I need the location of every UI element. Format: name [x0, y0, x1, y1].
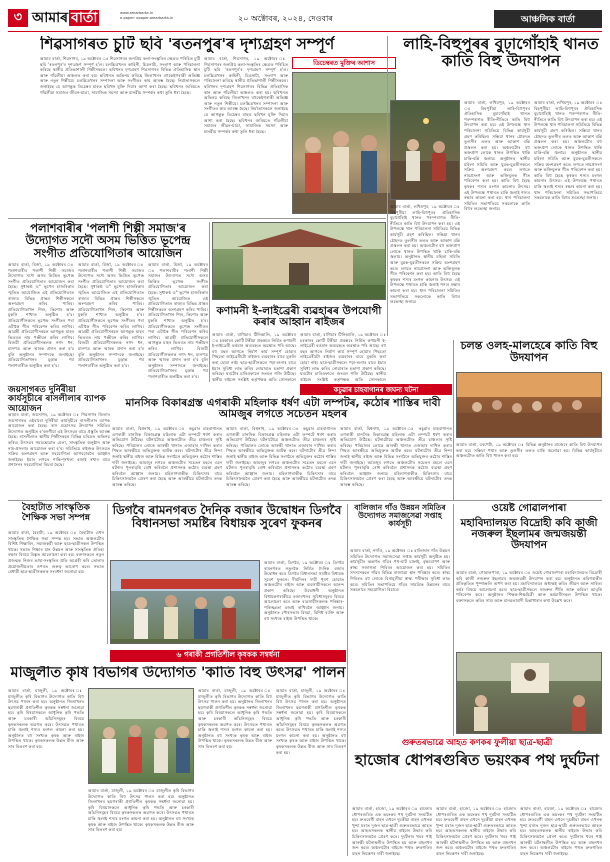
accident-kicker: গুৰুতৰভাৱে আহত কণকৰ ফুলীয়া ছাত্ৰ-ছাত্ৰী: [401, 737, 553, 747]
section-tag-text: আঞ্চলিক বাৰ্তা: [520, 14, 576, 25]
sivasagar-subhead-text: ডিচেম্বৰত মুক্তিৰ আশাস: [313, 59, 375, 67]
library-photo: [212, 222, 386, 300]
accident-headline: হাজোৰ ধোপৰগুৰিত ভয়ংকৰ পথ দুৰ্ঘটনা: [354, 751, 600, 769]
jayasagar-headline: জয়সাগৰত দুৰ্নিৰীয়া কাৰ্যসূচীৰে ৰাসলীলাৰ ব্যাপক আয়োজন: [8, 385, 106, 414]
rule-top: [8, 218, 386, 219]
chenga-photo: [456, 372, 602, 438]
sivasagar-body: আমাৰ বাৰ্তা, শিৱসাগৰ, ১৯ অক্টোবৰ ঃ শিৱসাগৰৰ জনপ্ৰিয় কলা-সংস্কৃতিৰ ক্ষেত্ৰত পৰিচিত চুটি ছবি 'ৰতনপুৰ'ৰ দৃশ্যগ্ৰহণ সম্পূৰ্ণ হ'ল। চলচ্চিত্ৰখনৰ কাহিনী, চিত্ৰনাট্য, সংলাপ আৰু পৰিচালনা কৰিছে স্থানীয় প্ৰতিভাশালী শিল্পীসকলে। ছবিখনৰ দৃশ্যগ্ৰহণ শিৱসাগৰৰ বিভিন্ন ঐতিহাসিক স্থান আৰু গাঁৱলীয়া অঞ্চলত কৰা হয়। ছবিখনত অভিনয় কৰিছে জিলাখনৰ বহুকেইগৰাকী অভিজ্ঞ আৰু নতুন শিল্পীয়ে। চলচ্চিত্ৰখনৰ সম্পাদনা আৰু সংগীতৰ কাম আৰম্ভ হৈছে। নিৰ্মাতাসকলে জনাইছে যে আগন্তুক ডিচেম্বৰ মাহত ছবিখন মুক্তি দিয়াৰ আশা কৰা হৈছে। ছবিখনৰ জৰিয়তে গাঁৱলীয়া সমাজৰ জীৱন-যাত্ৰা, সামাজিক সমস্যা আৰু মানৱীয় সম্পৰ্কৰ কথা তুলি ধৰা হৈছে।: [40, 56, 200, 95]
rule-v2: [387, 36, 388, 336]
chenga-body: আমাৰ বাৰ্তা, বৰপেটা, ১৯ অক্টোবৰ ঃ বিভিন্ন অনুষ্ঠানৰ মাজেৰে কাতি বিহু উদযাপন কৰা হয়। সন্ধিয়া পথাৰ আৰু তুলসীৰ তলত চাকি জ্বলোৱা হয়। বিভিন্ন কাৰ্যসূচীৰে অঞ্চলটোত কাতি বিহু পালন কৰা হয়।: [456, 442, 602, 459]
bihpuria-photo-art: [391, 101, 460, 200]
assault-band: [300, 384, 452, 395]
bihpuria-body-col2: আমাৰ বাৰ্তা, লখিমপুৰ, ১৯ অক্টোবৰ ঃ বিহপুৰীয়া লাহি-বিহুপুৰৰ ঐতিহাসিক বুঢ়াগোঁহাই থানত পৰম্পৰাগত ৰীতি-নীতিৰে কাতি বিহু উদযাপন কৰা হয়। এই উপলক্ষে থান পৰিচালনা সমিতিয়ে বিভিন্ন কাৰ্যসূচী গ্ৰহণ কৰিছিল। সন্ধিয়া থানৰ চৌহদত তুলসীৰ তলত আৰু আকাশ বন্তি প্ৰজ্বলন কৰা হয়। অঞ্চলটোৰ বহু ভক্তপ্ৰাণ লোকে থানত উপস্থিত থাকি চাকি-বন্তি জ্বলায়। অনুষ্ঠানত স্থানীয় মহিলা সমিতি আৰু যুৱক-যুৱতীসকলে সক্ৰিয় অংশগ্ৰহণ কৰে। লগতে নামপ্ৰসংগ আৰু ভক্তিমূলক গীত পৰিবেশন কৰা হয়। কাতি বিহু হৈছে কৃষকৰ শস্যৰ মংগল কামনাৰ উৎসৱ। এই উপলক্ষে পথাৰত চাকি জ্বলাই শস্যৰ ৰক্ষাৰ কামনা কৰা হয়। থান পৰিচালনা সমিতিৰ সভাপতিয়ে সকলোকে কাতি বিহুৰ শুভেচ্ছা জনায়।: [534, 100, 602, 201]
page-number-text: ৩: [13, 9, 23, 25]
issue-date: ২০ অক্টোবৰ, ২০২৪, দেওবাৰ: [238, 14, 333, 23]
web-line-2: e-paper: epaper.amarbarta.in: [120, 16, 174, 20]
digboi-photo: [110, 560, 260, 644]
page-number: [8, 9, 28, 27]
web-line-1: www.amarbarta.in: [120, 11, 154, 15]
bihpuria-photo: [390, 100, 460, 200]
masthead: [8, 6, 602, 32]
digboi-photo-art: [111, 561, 260, 644]
library-body: আমাৰ বাৰ্তা, বাগিচাৰ টিনিআলি, ১৯ অক্টোবৰ ঃ চৰকাৰৰ কোটি টকীয়া প্ৰকল্পৰে নিৰ্মিত কণামনী ই-লাইব্ৰেৰী বৰ্তমান অব্যৱহৃত অৱস্থাত পৰি আছে। বহু বছৰ আগতে নিৰ্মাণ কাৰ্য সম্পূৰ্ণ হোৱাৰ পিছতো লাইব্ৰেৰীটো ৰাইজৰ ব্যৱহাৰৰ বাবে মুকলি কৰা হোৱা নাই। ছাত্ৰ-ছাত্ৰীসকলে পঢ়া-শুনাৰ বাবে ইয়াৰ সুবিধা লাভ কৰিব নোৱাৰাত হতাশা প্ৰকাশ কৰিছে। ঘৰটোৰ চাৰিওফালে জংঘল গজি উঠিছে। স্থানীয় ৰাইজে সংশ্লিষ্ট কৰ্তৃপক্ষক অতি সোনকালে: [212, 332, 296, 382]
bihpuria-headline: লাহি-বিহুপুৰৰ বুঢ়াগোঁহাই থানত কাতি বিহু উদযাপন: [403, 35, 599, 70]
majuli-photo-art: [89, 689, 194, 784]
majuli-body-col4: আমাৰ বাৰ্তা, মাজুলী, ১৯ অক্টোবৰ ঃ মাজুলীত কৃষি বিভাগৰ উদ্যোগত কাতি বিহু উৎসৱ পালন কৰা হয়। অনুষ্ঠানত জিলাখনৰ ছয়গৰাকী প্ৰগতিশীল কৃষকক সম্বৰ্ধনা জনোৱা হয়। কৃষি বিষয়াসকলে আধুনিক কৃষি পদ্ধতি আৰু চৰকাৰী আঁচনিসমূহৰ বিষয়ে কৃষকসকলক অৱগত কৰে। উৎসৱত পথাৰত চাকি জ্বলাই শস্যৰ মংগল কামনা কৰা হয়। অনুষ্ঠানত বহু সংখ্যক কৃষক আৰু ৰাইজ উপস্থিত থাকে। কৃষকসকলক উন্নত বীজ আৰু সাৰ বিতৰণ কৰা হয়।: [88, 788, 194, 833]
majuli-body-col3: আমাৰ বাৰ্তা, মাজুলী, ১৯ অক্টোবৰ ঃ মাজুলীত কৃষি বিভাগৰ উদ্যোগত কাতি বিহু উৎসৱ পালন কৰা হয়। অনুষ্ঠানত জিলাখনৰ ছয়গৰাকী প্ৰগতিশীল কৃষকক সম্বৰ্ধনা জনোৱা হয়। কৃষি বিষয়াসকলে আধুনিক কৃষি পদ্ধতি আৰু চৰকাৰী আঁচনিসমূহৰ বিষয়ে কৃষকসকলক অৱগত কৰে। উৎসৱত পথাৰত চাকি জ্বলাই শস্যৰ মংগল কামনা কৰা হয়। অনুষ্ঠানত বহু সংখ্যক কৃষক আৰু ৰাইজ উপস্থিত থাকে। কৃষকসকলক উন্নত বীজ আৰু সাৰ বিতৰণ কৰা হয়।: [276, 688, 346, 755]
nazrul-photo-art: [457, 653, 602, 734]
nazrul-headline: মহাবিদ্যালয়ত বিদ্ৰোহী কবি কাজী নজৰুল ইছলামৰ জন্মজয়ন্তী উদযাপন: [460, 517, 598, 552]
sivasagar-subhead: [292, 57, 396, 69]
majuli-photo: [88, 688, 194, 784]
sivasagar-headline: শিৱসাগৰত চুটি ছবি 'ৰতনপুৰ'ৰ দৃশ্যগ্ৰহণ সম্পূৰ্ণ: [40, 36, 335, 53]
library-body-col2: আমাৰ বাৰ্তা, বাগিচাৰ টিনিআলি, ১৯ অক্টোবৰ ঃ চৰকাৰৰ কোটি টকীয়া প্ৰকল্পৰে নিৰ্মিত কণামনী ই-লাইব্ৰেৰী বৰ্তমান অব্যৱহৃত অৱস্থাত পৰি আছে। বহু বছৰ আগতে নিৰ্মাণ কাৰ্য সম্পূৰ্ণ হোৱাৰ পিছতো লাইব্ৰেৰীটো ৰাইজৰ ব্যৱহাৰৰ বাবে মুকলি কৰা হোৱা নাই। ছাত্ৰ-ছাত্ৰীসকলে পঢ়া-শুনাৰ বাবে ইয়াৰ সুবিধা লাভ কৰিব নোৱাৰাত হতাশা প্ৰকাশ কৰিছে। ঘৰটোৰ চাৰিওফালে জংঘল গজি উঠিছে। স্থানীয় ৰাইজে সংশ্লিষ্ট কৰ্তৃপক্ষক অতি সোনকালে: [300, 332, 386, 382]
sivasagar-body-col2: আমাৰ বাৰ্তা, শিৱসাগৰ, ১৯ অক্টোবৰ ঃ শিৱসাগৰৰ জনপ্ৰিয় কলা-সংস্কৃতিৰ ক্ষেত্ৰত পৰিচিত চুটি ছবি 'ৰতনপুৰ'ৰ দৃশ্যগ্ৰহণ সম্পূৰ্ণ হ'ল। চলচ্চিত্ৰখনৰ কাহিনী, চিত্ৰনাট্য, সংলাপ আৰু পৰিচালনা কৰিছে স্থানীয় প্ৰতিভাশালী শিল্পীসকলে। ছবিখনৰ দৃশ্যগ্ৰহণ শিৱসাগৰৰ বিভিন্ন ঐতিহাসিক স্থান আৰু গাঁৱলীয়া অঞ্চলত কৰা হয়। ছবিখনত অভিনয় কৰিছে জিলাখনৰ বহুকেইগৰাকী অভিজ্ঞ আৰু নতুন শিল্পীয়ে। চলচ্চিত্ৰখনৰ সম্পাদনা আৰু সংগীতৰ কাম আৰম্ভ হৈছে। নিৰ্মাতাসকলে জনাইছে যে আগন্তুক ডিচেম্বৰ মাহত ছবিখন মুক্তি দিয়াৰ আশা কৰা হৈছে। ছবিখনৰ জৰিয়তে গাঁৱলীয়া সমাজৰ জীৱন-যাত্ৰা, সামাজিক সমস্যা আৰু মানৱীয় সম্পৰ্কৰ কথা তুলি ধৰা হৈছে।: [204, 56, 288, 134]
chenga-headline: চলন্ত ওলহ-মালহেৰে কাতি বিহু উদযাপন: [460, 339, 598, 364]
rule-v3: [453, 340, 454, 500]
assault-body-col3: আমাৰ বাৰ্তা, বিশ্বনাথ, ১৯ অক্টোবৰ ঃ কচুৱাৰ চাহবাগানত এগৰাকী মানসিক বিকাৰগ্ৰস্ত মহিলাক এটা লম্পটে ধৰ্ষণ কৰাৰ অভিযোগ উঠিছে। ঘটনাটোৱে অঞ্চলটোত তীব্ৰ চাঞ্চল্যৰ সৃষ্টি কৰিছে। পৰিয়ালৰ লোকে আৰক্ষী থানাত এজাহাৰ দাখিল কৰাৰ পিছত আৰক্ষীয়ে অভিযুক্তক আটক কৰে। ঘটনাটোৰ তীব্ৰ নিন্দা জনাই স্থানীয় ৰাইজ আৰু বিভিন্ন সংগঠনে অভিযুক্তৰ কঠোৰ শাস্তিৰ দাবী জনাইছে। আমজুৰ লগতে অঞ্চলটোৰ সচেতন মহলে এনে ঘটনাৰ পুনৰাবৃত্তি ৰোধ কৰিবলৈ প্ৰশাসনক কঠোৰ ব্যৱস্থা গ্ৰহণ কৰিবলৈ আহ্বান জনায়। মহিলাগৰাকীক চিকিৎসাৰ বাবে চিকিৎসালয়লৈ প্ৰেৰণ কৰা হৈছে আৰু আৰক্ষীয়ে ঘটনাটোৰ তদন্ত আৰম্ভ কৰিছে।: [340, 426, 452, 487]
rule-v1: [209, 222, 210, 382]
baihata-headline: বৈহাটাত সাংস্কৃতিক শৈক্ষিক সভা সম্পন্ন: [21, 503, 91, 523]
accident-body-col3: আমাৰ বাৰ্তা, হাজো, ১৯ অক্টোবৰ ঃ হাজোৰ ধোপৰগুৰিত এক ভয়ংকৰ পথ দুৰ্ঘটনা সংঘটিত হয়। দ্ৰুতবেগী বাহন এখনে দুচকীয়া বাহন এখনক খুন্দা মৰাত দুজন ছাত্ৰ-ছাত্ৰী গুৰুতৰভাৱে আহত হয়। আহতসকলক স্থানীয় ৰাইজে উদ্ধাৰ কৰি চিকিৎসালয়লৈ প্ৰেৰণ কৰে। দুৰ্ঘটনাৰ খবৰ পাই আৰক্ষী ঘটনাস্থলীত উপস্থিত হয় আৰু বাহনখন জব্দ কৰে। অঞ্চলটোৰ ৰাইজে পথত দ্ৰুতগতিৰ বাহন নিয়ন্ত্ৰণৰ দাবী জনাইছে।: [520, 806, 602, 856]
palashbari-body-col3: আমাৰ বাৰ্তা, মিৰ্জা, ১৯ অক্টোবৰ ঃ পলাশবাৰীৰ পলাশী শিল্পী সমাজৰ উদ্যোগত সদৌ অসম ভিত্তিত ভূপেন্দ্ৰ সংগীত প্ৰতিযোগিতাৰ আয়োজন কৰা হৈছে। সুধাকণ্ঠ ড° ভূপেন হাজৰিকাৰ স্মৃতিত আয়োজিত এই প্ৰতিযোগিতাত ৰাজ্যৰ বিভিন্ন প্ৰান্তৰ শিল্পীসকলে অংশগ্ৰহণ কৰিব পাৰিব। প্ৰতিযোগিতাখন শিশু, কিশোৰ আৰু মুকলি শাখাত অনুষ্ঠিত হ'ব। প্ৰতিযোগীসকলে ভূপেন্দ্ৰ সংগীতৰ পৰা এটাকৈ গীত পৰিবেশন কৰিব লাগিব। আগ্ৰহী প্ৰতিযোগীসকলে আগন্তুক মাহৰ ভিতৰত নাম পঞ্জীয়ন কৰিব লাগিব। বিজয়ী প্ৰতিযোগীসকলক নগদ ধন, মানপত্ৰ আৰু স্মাৰক প্ৰদান কৰা হ'ব বুলি অনুষ্ঠানৰ সম্পাদকে জনাইছে। প্ৰতিযোগিতাখনৰ চূড়ান্ত পৰ্ব পলাশবাৰীত অনুষ্ঠিত কৰা হ'ব।: [148, 262, 208, 378]
paper-name-b: বাৰ্তা: [71, 10, 98, 26]
paper-name: [32, 8, 99, 28]
library-photo-art: [213, 223, 386, 300]
accident-body-col2: আমাৰ বাৰ্তা, হাজো, ১৯ অক্টোবৰ ঃ হাজোৰ ধোপৰগুৰিত এক ভয়ংকৰ পথ দুৰ্ঘটনা সংঘটিত হয়। দ্ৰুতবেগী বাহন এখনে দুচকীয়া বাহন এখনক খুন্দা মৰাত দুজন ছাত্ৰ-ছাত্ৰী গুৰুতৰভাৱে আহত হয়। আহতসকলক স্থানীয় ৰাইজে উদ্ধাৰ কৰি চিকিৎসালয়লৈ প্ৰেৰণ কৰে। দুৰ্ঘটনাৰ খবৰ পাই আৰক্ষী ঘটনাস্থলীত উপস্থিত হয় আৰু বাহনখন জব্দ কৰে। অঞ্চলটোৰ ৰাইজে পথত দ্ৰুতগতিৰ বাহন নিয়ন্ত্ৰণৰ দাবী জনাইছে।: [436, 806, 516, 856]
rule-mid: [8, 500, 602, 501]
majuli-body-col2: আমাৰ বাৰ্তা, মাজুলী, ১৯ অক্টোবৰ ঃ মাজুলীত কৃষি বিভাগৰ উদ্যোগত কাতি বিহু উৎসৱ পালন কৰা হয়। অনুষ্ঠানত জিলাখনৰ ছয়গৰাকী প্ৰগতিশীল কৃষকক সম্বৰ্ধনা জনোৱা হয়। কৃষি বিষয়াসকলে আধুনিক কৃষি পদ্ধতি আৰু চৰকাৰী আঁচনিসমূহৰ বিষয়ে কৃষকসকলক অৱগত কৰে। উৎসৱত পথাৰত চাকি জ্বলাই শস্যৰ মংগল কামনা কৰা হয়। অনুষ্ঠানত বহু সংখ্যক কৃষক আৰু ৰাইজ উপস্থিত থাকে। কৃষকসকলক উন্নত বীজ আৰু সাৰ বিতৰণ কৰা হয়।: [198, 688, 272, 749]
digboi-headline: ডিগবৈ ৰামনগৰত দৈনিক বজাৰ উদ্বোধন ডিগবৈ বিধানসভা সমষ্টিৰ বিধায়ক সুৰেণ ফুকনৰ: [112, 503, 342, 530]
assault-headline: মানসিক বিকাৰগ্ৰস্ত এগৰাকী মহিলাক ধৰ্ষণ এটা লম্পটৰ, কঠোৰ শাস্তিৰ দাবী আমজুৰ লগতে সচেতন মহলৰ: [125, 397, 441, 421]
rule-v5: [347, 504, 348, 856]
assault-body: আমাৰ বাৰ্তা, বিশ্বনাথ, ১৯ অক্টোবৰ ঃ কচুৱাৰ চাহবাগানত এগৰাকী মানসিক বিকাৰগ্ৰস্ত মহিলাক এটা লম্পটে ধৰ্ষণ কৰাৰ অভিযোগ উঠিছে। ঘটনাটোৱে অঞ্চলটোত তীব্ৰ চাঞ্চল্যৰ সৃষ্টি কৰিছে। পৰিয়ালৰ লোকে আৰক্ষী থানাত এজাহাৰ দাখিল কৰাৰ পিছত আৰক্ষীয়ে অভিযুক্তক আটক কৰে। ঘটনাটোৰ তীব্ৰ নিন্দা জনাই স্থানীয় ৰাইজ আৰু বিভিন্ন সংগঠনে অভিযুক্তৰ কঠোৰ শাস্তিৰ দাবী জনাইছে। আমজুৰ লগতে অঞ্চলটোৰ সচেতন মহলে এনে ঘটনাৰ পুনৰাবৃত্তি ৰোধ কৰিবলৈ প্ৰশাসনক কঠোৰ ব্যৱস্থা গ্ৰহণ কৰিবলৈ আহ্বান জনায়। মহিলাগৰাকীক চিকিৎসাৰ বাবে চিকিৎসালয়লৈ প্ৰেৰণ কৰা হৈছে আৰু আৰক্ষীয়ে ঘটনাটোৰ তদন্ত আৰম্ভ কৰিছে।: [112, 426, 222, 487]
digboi-body: আমাৰ বাৰ্তা, ডিগবৈ, ১৯ অক্টোবৰ ঃ ডিগবৈ ৰামনগৰত নতুনকৈ নিৰ্মিত দৈনিক বজাৰ উদ্বোধন কৰে ডিগবৈ বিধানসভা সমষ্টিৰ বিধায়ক সুৰেণ ফুকনে। দীৰ্ঘদিনৰ দাবী পূৰণ হোৱাত অঞ্চলটোৰ ৰাইজ আৰু ব্যৱসায়ীসকলে আনন্দ প্ৰকাশ কৰিছে। উদ্বোধনী অনুষ্ঠানত বিধায়কগৰাকীয়ে বজাৰখনৰ সুবিধাসমূহৰ বিষয়ে আলোচনা কৰে আৰু ব্যৱসায়ীসকলক পৰিষ্কাৰ-পৰিচ্ছন্নতা বজাই ৰাখিবলৈ আহ্বান জনায়। অনুষ্ঠানত পৌৰসভাৰ বিষয়া, বিশিষ্ট ব্যক্তি আৰু বহু সংখ্যক ৰাইজ উপস্থিত থাকে।: [264, 560, 344, 621]
chenga-photo-art: [457, 373, 602, 438]
palashbari-body: আমাৰ বাৰ্তা, মিৰ্জা, ১৯ অক্টোবৰ ঃ পলাশবাৰীৰ পলাশী শিল্পী সমাজৰ উদ্যোগত সদৌ অসম ভিত্তিত ভূপেন্দ্ৰ সংগীত প্ৰতিযোগিতাৰ আয়োজন কৰা হৈছে। সুধাকণ্ঠ ড° ভূপেন হাজৰিকাৰ স্মৃতিত আয়োজিত এই প্ৰতিযোগিতাত ৰাজ্যৰ বিভিন্ন প্ৰান্তৰ শিল্পীসকলে অংশগ্ৰহণ কৰিব পাৰিব। প্ৰতিযোগিতাখন শিশু, কিশোৰ আৰু মুকলি শাখাত অনুষ্ঠিত হ'ব। প্ৰতিযোগীসকলে ভূপেন্দ্ৰ সংগীতৰ পৰা এটাকৈ গীত পৰিবেশন কৰিব লাগিব। আগ্ৰহী প্ৰতিযোগীসকলে আগন্তুক মাহৰ ভিতৰত নাম পঞ্জীয়ন কৰিব লাগিব। বিজয়ী প্ৰতিযোগীসকলক নগদ ধন, মানপত্ৰ আৰু স্মাৰক প্ৰদান কৰা হ'ব বুলি অনুষ্ঠানৰ সম্পাদকে জনাইছে। প্ৰতিযোগিতাখনৰ চূড়ান্ত পৰ্ব পলাশবাৰীত অনুষ্ঠিত কৰা হ'ব।: [8, 262, 74, 368]
rule-v4: [107, 504, 108, 644]
accident-body: আমাৰ বাৰ্তা, হাজো, ১৯ অক্টোবৰ ঃ হাজোৰ ধোপৰগুৰিত এক ভয়ংকৰ পথ দুৰ্ঘটনা সংঘটিত হয়। দ্ৰুতবেগী বাহন এখনে দুচকীয়া বাহন এখনক খুন্দা মৰাত দুজন ছাত্ৰ-ছাত্ৰী গুৰুতৰভাৱে আহত হয়। আহতসকলক স্থানীয় ৰাইজে উদ্ধাৰ কৰি চিকিৎসালয়লৈ প্ৰেৰণ কৰে। দুৰ্ঘটনাৰ খবৰ পাই আৰক্ষী ঘটনাস্থলীত উপস্থিত হয় আৰু বাহনখন জব্দ কৰে। অঞ্চলটোৰ ৰাইজে পথত দ্ৰুতগতিৰ বাহন নিয়ন্ত্ৰণৰ দাবী জনাইছে।: [352, 806, 432, 856]
farmers-band: [110, 650, 346, 662]
farmers-band-text: ৬ গৰাকী প্ৰগতিশীল কৃষকক সম্বৰ্ধনা: [176, 650, 280, 659]
majuli-body: আমাৰ বাৰ্তা, মাজুলী, ১৯ অক্টোবৰ ঃ মাজুলীত কৃষি বিভাগৰ উদ্যোগত কাতি বিহু উৎসৱ পালন কৰা হয়। অনুষ্ঠানত জিলাখনৰ ছয়গৰাকী প্ৰগতিশীল কৃষকক সম্বৰ্ধনা জনোৱা হয়। কৃষি বিষয়াসকলে আধুনিক কৃষি পদ্ধতি আৰু চৰকাৰী আঁচনিসমূহৰ বিষয়ে কৃষকসকলক অৱগত কৰে। উৎসৱত পথাৰত চাকি জ্বলাই শস্যৰ মংগল কামনা কৰা হয়। অনুষ্ঠানত বহু সংখ্যক কৃষক আৰু ৰাইজ উপস্থিত থাকে। কৃষকসকলক উন্নত বীজ আৰু সাৰ বিতৰণ কৰা হয়।: [8, 688, 84, 749]
section-tag: [494, 10, 602, 28]
rule-v6: [453, 504, 454, 736]
majuli-headline: মাজুলীত কৃষি বিভাগৰ উদ্যোগত 'কাতি বিহু উৎসৱ' পালন: [10, 666, 346, 681]
library-headline: কণামনী ই-লাইব্ৰেৰী ব্যৱহাৰৰ উপযোগী কৰাৰ আহ্বান ৰাইজৰ: [216, 305, 382, 329]
nazrul-photo: [456, 652, 602, 734]
paper-name-a: আমাৰ: [32, 10, 69, 26]
baihata-body: আমাৰ বাৰ্তা, বৈহাটা, ১৯ অক্টোবৰ ঃ বৈহাটাত এখন সাংস্কৃতিক শৈক্ষিক সভা সম্পন্ন হয়। সভাত অঞ্চলটোৰ বিশিষ্ট শিক্ষাবিদ, সমাজকৰ্মী আৰু ছাত্ৰ-ছাত্ৰীসকল উপস্থিত থাকে। সভাত শিক্ষাৰ মান উন্নয়ন আৰু সাংস্কৃতিক ঐতিহ্য ৰক্ষাৰ বিষয়ে বিস্তৃত আলোচনা কৰা হয়। বক্তাসকলে নতুন প্ৰজন্মক নিজৰ ভাষা-সংস্কৃতিৰ প্ৰতি আগ্ৰহী কৰি তোলাৰ প্ৰয়োজনীয়তাৰ ওপৰত গুৰুত্ব আৰোপ কৰে। সভাত মেধাৱী ছাত্ৰ-ছাত্ৰীসকলক সংবৰ্ধনা জনোৱা হয়।: [8, 530, 104, 575]
bihpuria-body: আমাৰ বাৰ্তা, লখিমপুৰ, ১৯ অক্টোবৰ ঃ বিহপুৰীয়া লাহি-বিহুপুৰৰ ঐতিহাসিক বুঢ়াগোঁহাই থানত পৰম্পৰাগত ৰীতি-নীতিৰে কাতি বিহু উদযাপন কৰা হয়। এই উপলক্ষে থান পৰিচালনা সমিতিয়ে বিভিন্ন কাৰ্যসূচী গ্ৰহণ কৰিছিল। সন্ধিয়া থানৰ চৌহদত তুলসীৰ তলত আৰু আকাশ বন্তি প্ৰজ্বলন কৰা হয়। অঞ্চলটোৰ বহু ভক্তপ্ৰাণ লোকে থানত উপস্থিত থাকি চাকি-বন্তি জ্বলায়। অনুষ্ঠানত স্থানীয় মহিলা সমিতি আৰু যুৱক-যুৱতীসকলে সক্ৰিয় অংশগ্ৰহণ কৰে। লগতে নামপ্ৰসংগ আৰু ভক্তিমূলক গীত পৰিবেশন কৰা হয়। কাতি বিহু হৈছে কৃষকৰ শস্যৰ মংগল কামনাৰ উৎসৱ। এই উপলক্ষে পথাৰত চাকি জ্বলাই শস্যৰ ৰক্ষাৰ কামনা কৰা হয়। থান পৰিচালনা সমিতিৰ সভাপতিয়ে সকলোকে কাতি বিহুৰ শুভেচ্ছা জনায়।: [464, 100, 530, 212]
palashbari-headline: পলাশবাৰীৰ 'পলাশী শিল্পী সমাজ'ৰ উদ্যোগত সদৌ অসম ভিত্তিত ভূপেন্দ্ৰ সংগীত প্ৰতিযোগিতাৰ আয়োজন: [25, 221, 191, 260]
sivasagar-photo-art: [293, 73, 396, 214]
assault-body-col2: আমাৰ বাৰ্তা, বিশ্বনাথ, ১৯ অক্টোবৰ ঃ কচুৱাৰ চাহবাগানত এগৰাকী মানসিক বিকাৰগ্ৰস্ত মহিলাক এটা লম্পটে ধৰ্ষণ কৰাৰ অভিযোগ উঠিছে। ঘটনাটোৱে অঞ্চলটোত তীব্ৰ চাঞ্চল্যৰ সৃষ্টি কৰিছে। পৰিয়ালৰ লোকে আৰক্ষী থানাত এজাহাৰ দাখিল কৰাৰ পিছত আৰক্ষীয়ে অভিযুক্তক আটক কৰে। ঘটনাটোৰ তীব্ৰ নিন্দা জনাই স্থানীয় ৰাইজ আৰু বিভিন্ন সংগঠনে অভিযুক্তৰ কঠোৰ শাস্তিৰ দাবী জনাইছে। আমজুৰ লগতে অঞ্চলটোৰ সচেতন মহলে এনে ঘটনাৰ পুনৰাবৃত্তি ৰোধ কৰিবলৈ প্ৰশাসনক কঠোৰ ব্যৱস্থা গ্ৰহণ কৰিবলৈ আহ্বান জনায়। মহিলাগৰাকীক চিকিৎসাৰ বাবে চিকিৎসালয়লৈ প্ৰেৰণ কৰা হৈছে আৰু আৰক্ষীয়ে ঘটনাটোৰ তদন্ত আৰম্ভ কৰিছে।: [226, 426, 336, 487]
bihpuria-body-col3: আমাৰ বাৰ্তা, লখিমপুৰ, ১৯ অক্টোবৰ ঃ বিহপুৰীয়া লাহি-বিহুপুৰৰ ঐতিহাসিক বুঢ়াগোঁহাই থানত পৰম্পৰাগত ৰীতি-নীতিৰে কাতি বিহু উদযাপন কৰা হয়। এই উপলক্ষে থান পৰিচালনা সমিতিয়ে বিভিন্ন কাৰ্যসূচী গ্ৰহণ কৰিছিল। সন্ধিয়া থানৰ চৌহদত তুলসীৰ তলত আৰু আকাশ বন্তি প্ৰজ্বলন কৰা হয়। অঞ্চলটোৰ বহু ভক্তপ্ৰাণ লোকে থানত উপস্থিত থাকি চাকি-বন্তি জ্বলায়। অনুষ্ঠানত স্থানীয় মহিলা সমিতি আৰু যুৱক-যুৱতীসকলে সক্ৰিয় অংশগ্ৰহণ কৰে। লগতে নামপ্ৰসংগ আৰু ভক্তিমূলক গীত পৰিবেশন কৰা হয়। কাতি বিহু হৈছে কৃষকৰ শস্যৰ মংগল কামনাৰ উৎসৱ। এই উপলক্ষে পথাৰত চাকি জ্বলাই শস্যৰ ৰক্ষাৰ কামনা কৰা হয়। থান পৰিচালনা সমিতিৰ সভাপতিয়ে সকলোকে কাতি বিহুৰ শুভেচ্ছা জনায়।: [390, 204, 460, 305]
palashbari-body-col2: আমাৰ বাৰ্তা, মিৰ্জা, ১৯ অক্টোবৰ ঃ পলাশবাৰীৰ পলাশী শিল্পী সমাজৰ উদ্যোগত সদৌ অসম ভিত্তিত ভূপেন্দ্ৰ সংগীত প্ৰতিযোগিতাৰ আয়োজন কৰা হৈছে। সুধাকণ্ঠ ড° ভূপেন হাজৰিকাৰ স্মৃতিত আয়োজিত এই প্ৰতিযোগিতাত ৰাজ্যৰ বিভিন্ন প্ৰান্তৰ শিল্পীসকলে অংশগ্ৰহণ কৰিব পাৰিব। প্ৰতিযোগিতাখন শিশু, কিশোৰ আৰু মুকলি শাখাত অনুষ্ঠিত হ'ব। প্ৰতিযোগীসকলে ভূপেন্দ্ৰ সংগীতৰ পৰা এটাকৈ গীত পৰিবেশন কৰিব লাগিব। আগ্ৰহী প্ৰতিযোগীসকলে আগন্তুক মাহৰ ভিতৰত নাম পঞ্জীয়ন কৰিব লাগিব। বিজয়ী প্ৰতিযোগীসকলক নগদ ধন, মানপত্ৰ আৰু স্মাৰক প্ৰদান কৰা হ'ব বুলি অনুষ্ঠানৰ সম্পাদকে জনাইছে। প্ৰতিযোগিতাখনৰ চূড়ান্ত পৰ্ব পলাশবাৰীত অনুষ্ঠিত কৰা হ'ব।: [78, 262, 144, 368]
baligaon-headline: বালিজান গাঁও উন্নয়ন সমিতিৰ উদ্যোগত সমাজসেৱা সপ্তাহ কাৰ্যসূচী: [354, 503, 446, 529]
nazrul-body: আমাৰ বাৰ্তা, গোৱালপাৰা, ১৯ অক্টোবৰ ঃ ওয়েষ্ট গোৱালপাৰা মহাবিদ্যালয়ত বিদ্ৰোহী কবি কাজী নজৰুল ইছলামৰ জন্মজয়ন্তী উদযাপন কৰা হয়। অনুষ্ঠানত কবিগৰাকীৰ প্ৰতিকৃতিত পুষ্পাঞ্জলি অৰ্পণ কৰা হয়। মহাবিদ্যালয়ৰ অধ্যক্ষই কবিৰ জীৱন আৰু সাহিত্য কৰ্মৰ বিষয়ে আলোচনা কৰে। ছাত্ৰ-ছাত্ৰীসকলে নজৰুল গীতি আৰু কবিতা আবৃত্তি পৰিবেশন কৰে। অনুষ্ঠানত শিক্ষক-শিক্ষয়িত্ৰী আৰু কৰ্মচাৰীসকল উপস্থিত থাকে। বক্তাসকলে কবিৰ সাম্য আৰু মানৱতাবাদী চিন্তাধাৰাৰ কথা উল্লেখ কৰে।: [456, 570, 602, 603]
nazrul-kicker: ওয়েষ্ট গোৱালপাৰা: [491, 503, 567, 514]
assault-band-text: কচুৱাৰ চাহবাগানৰ জঘন্য ঘটনা: [333, 385, 419, 394]
web-info: [120, 11, 173, 21]
sivasagar-photo: [292, 72, 396, 214]
baligaon-body: আমাৰ বাৰ্তা, নগাঁও, ১৯ অক্টোবৰ ঃ বালিজান গাঁও উন্নয়ন সমিতিৰ উদ্যোগত সমাজসেৱা সপ্তাহ কাৰ্যসূচী অনুষ্ঠিত হয়। কাৰ্যসূচীৰ অন্তৰ্গত গাঁৱৰ পথ-ঘাট চাফাই, বৃক্ষৰোপণ আৰু স্বাস্থ্য সজাগতা শিবিৰৰ আয়োজন কৰা হয়। সমিতিৰ সদস্যসকলে গাঁৱৰ বিভিন্ন ৰাজহুৱা স্থান পৰিষ্কাৰ কৰে। স্বাস্থ্য শিবিৰত বহু লোকে বিনামূলীয়া স্বাস্থ্য পৰীক্ষাৰ সুবিধা লাভ কৰে। সমিতিৰ সভাপতিয়ে গাঁৱৰ সামগ্ৰিক উন্নয়নৰ বাবে সকলোৰে সহযোগিতা বিচাৰে।: [350, 548, 450, 593]
jayasagar-body: আমাৰ বাৰ্তা, জয়সাগৰ, ১৯ অক্টোবৰ ঃ শিৱসাগৰ জিলাৰ জয়সাগৰত এইবাৰো দুৰ্নিৰীয়া কাৰ্যসূচীৰে ৰাসলীলাৰ ব্যাপক আয়োজন কৰা হৈছে। ৰাস মহোৎসৱ উদযাপন সমিতিৰ উদ্যোগত অনুষ্ঠিত হ'বলগীয়া এই উৎসৱৰ বাবে প্ৰস্তুতি আৰম্ভ হৈছে। ৰাসলীলাত স্থানীয় শিল্পীসকলে বিভিন্ন চৰিত্ৰত অভিনয় কৰিব। উৎসৱৰ সময়ছোৱাত মেলা, সাংস্কৃতিক অনুষ্ঠান আৰু নাম-প্ৰসংগৰ আয়োজন কৰা হ'ব। সমিতিয়ে ৰাইজক উৎসৱত সক্ৰিয় অংশগ্ৰহণ আৰু সহযোগিতা আগবঢ়াবলৈ আহ্বান জনাইছে। ইয়াৰ লগতে শান্তি-শৃংখলা বজাই ৰখাৰ বাবে প্ৰশাসনৰ সহযোগিতা বিচৰা হৈছে।: [8, 412, 110, 468]
